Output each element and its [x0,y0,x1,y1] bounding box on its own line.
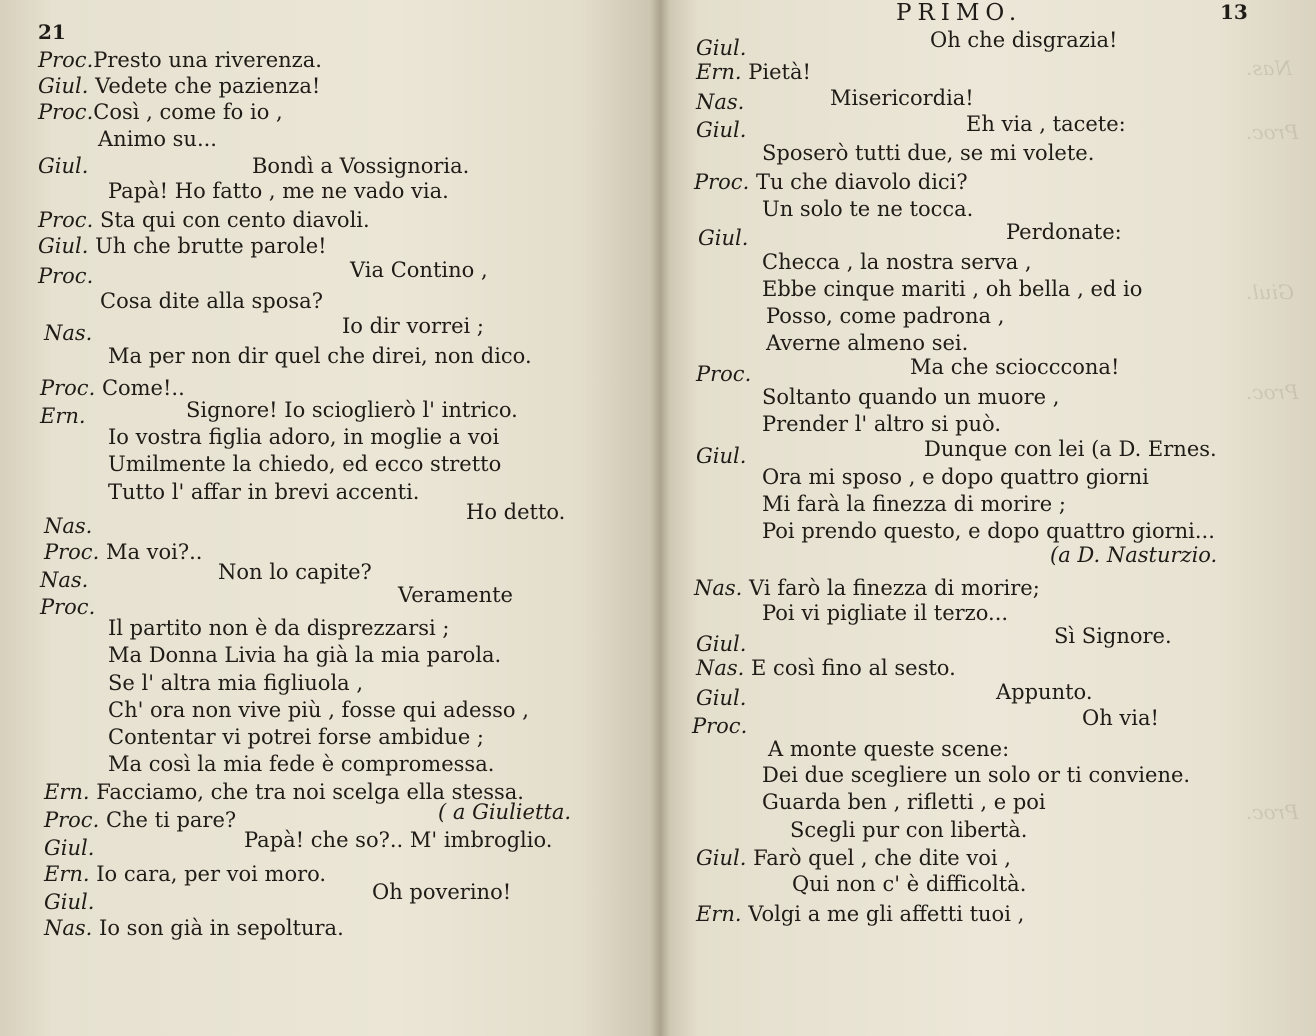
speaker-label: Ern. [696,60,742,84]
line [692,714,747,738]
dialogue-text: Tutto l' affar in brevi accenti. [108,480,420,504]
line [966,112,1126,136]
speaker-label: Ern. [40,404,86,428]
dialogue-text: Eh via , tacete: [966,112,1126,136]
line [762,385,1059,409]
dialogue-text: Oh che disgrazia! [930,28,1118,52]
dialogue-text: Io son già in sepoltura. [99,916,344,940]
dialogue-text: Via Contino , [350,258,488,282]
line [38,100,283,124]
line [766,304,1004,328]
line [108,698,529,722]
dialogue-text: Animo su... [98,127,217,151]
line [186,398,518,422]
line [696,902,1024,926]
line [44,836,94,860]
dialogue-text: Pietà! [748,60,811,84]
dialogue-text: Umilmente la chiedo, ed ecco stretto [108,452,502,476]
line [38,264,93,288]
dialogue-text: Appunto. [996,680,1093,704]
line [694,170,968,194]
speaker-label: Proc. [694,170,750,194]
speaker-label: Giul. [696,118,747,142]
line [1082,706,1159,730]
dialogue-text: Averne almeno sei. [766,331,969,355]
speaker-label: Proc. [38,208,94,232]
line [766,331,968,355]
line [910,355,1119,379]
line [100,289,323,313]
dialogue-text: Ch' ora non vive più , fosse qui adesso , [108,698,529,722]
left-page-number: 21 [38,20,66,44]
stage-direction: (a D. Nasturzio. [1050,543,1218,567]
dialogue-text: Misericordia! [830,86,974,110]
line [762,763,1190,787]
dialogue-text: Sì Signore. [1054,624,1172,648]
dialogue-text: Se l' altra mia figliuola , [108,671,364,695]
dialogue-text: Guarda ben , rifletti , e poi [762,790,1046,814]
line [350,258,488,282]
line [108,643,501,667]
line [44,808,236,832]
speaker-label: Ern. [44,862,90,886]
dialogue-text: Così , come fo io , [93,100,283,124]
dialogue-text: Cosa dite alla sposa? [100,289,323,313]
speaker-label: Nas. [696,90,745,114]
speaker-label: Giul. [696,632,747,656]
speaker-label: Ern. [696,902,742,926]
line [38,154,88,178]
line [698,226,748,250]
speaker-label: Proc. [44,540,100,564]
dialogue-text: Oh via! [1082,706,1159,730]
line [1006,220,1122,244]
line [466,500,565,524]
line [696,656,956,680]
dialogue-text: Dei due scegliere un solo or ti conviene. [762,763,1191,787]
line [108,480,419,504]
bleed-through: Proc. [1246,800,1299,824]
dialogue-text: Prender l' altro si può. [762,412,1001,436]
line [696,362,751,386]
right-page [660,0,1316,1036]
line [44,514,92,538]
dialogue-text: Checca , la nostra serva , [762,250,1032,274]
dialogue-text: Volgi a me gli affetti tuoi , [748,902,1025,926]
dialogue-text: Poi vi pigliate il terzo... [762,601,1009,625]
line [108,752,494,776]
line [790,818,1027,842]
line [924,437,1217,461]
speaker-label: Proc. [40,376,96,400]
line [696,632,746,656]
line [40,595,95,619]
line [762,277,1142,301]
line [996,680,1093,704]
line [696,60,811,84]
line [108,616,450,640]
line [1054,624,1172,648]
line [40,376,185,400]
speaker-label: Giul. [696,686,747,710]
line [768,737,1009,761]
bleed-through: Giul. [1246,280,1295,304]
line [252,154,469,178]
dialogue-text: Ma che sciocccona! [910,355,1120,379]
speaker-label: Giul. [696,444,747,468]
line [108,425,499,449]
line [108,344,532,368]
dialogue-text: Uh che brutte parole! [95,234,327,258]
line [218,560,372,584]
dialogue-text: Papà! che so?.. M' imbroglio. [244,828,553,852]
line [762,412,1001,436]
line [38,74,320,98]
line [792,872,1026,896]
dialogue-text: Perdonate: [1006,220,1122,244]
dialogue-text: Posso, come padrona , [766,304,1005,328]
speaker-label: Nas. [44,514,93,538]
line [398,583,513,607]
dialogue-text: Contentar vi potrei forse ambidue ; [108,725,485,749]
dialogue-text: Papà! Ho fatto , me ne vado via. [108,179,449,203]
line [44,321,92,345]
dialogue-text: Poi prendo questo, e dopo quattro giorni... [762,519,1215,543]
speaker-label: Nas. [694,576,743,600]
line [762,465,1149,489]
line [762,519,1215,543]
dialogue-text: Veramente [398,583,513,607]
speaker-label: Nas. [40,568,89,592]
speaker-label: Giul. [698,226,749,250]
dialogue-text: Sta qui con cento diavoli. [99,208,370,232]
speaker-label: Proc. [40,595,96,619]
dialogue-text: Soltanto quando un muore , [762,385,1060,409]
speaker-label: Nas. [44,321,93,345]
line [1050,543,1217,567]
speaker-label: Giul. [38,74,89,98]
line [38,208,370,232]
dialogue-text: Ebbe cinque mariti , oh bella , ed io [762,277,1143,301]
speaker-label: Proc. [38,48,94,72]
dialogue-text: Signore! Io scioglierò l' intrico. [186,398,518,422]
line [762,790,1046,814]
dialogue-text: Ma così la mia fede è compromessa. [108,752,495,776]
dialogue-text: Tu che diavolo dici? [755,170,968,194]
line [762,601,1008,625]
speaker-label: Proc. [38,264,94,288]
dialogue-text: Scegli pur con libertà. [790,818,1028,842]
bleed-through: Proc. [1246,380,1299,404]
dialogue-text: E così fino al sesto. [751,656,956,680]
line [762,250,1032,274]
dialogue-text: Ho detto. [466,500,566,524]
line [98,127,217,151]
line [44,890,94,914]
dialogue-text: Qui non c' è difficoltà. [792,872,1027,896]
line [40,568,88,592]
line [762,492,1066,516]
speaker-label: Giul. [38,234,89,258]
dialogue-text: Ma per non dir quel che direi, non dico. [108,344,532,368]
stage-direction: ( a Giulietta. [438,800,572,824]
dialogue-text: Ma voi?.. [105,540,203,564]
speaker-label: Proc. [38,100,94,124]
line [696,686,746,710]
line [762,141,1094,165]
line [40,404,86,428]
line [44,916,344,940]
bleed-through: Proc. [1246,120,1299,144]
dialogue-text: Presto una riverenza. [93,48,322,72]
line [372,880,511,904]
dialogue-text: Mi farà la finezza di morire ; [762,492,1066,516]
line [696,118,746,142]
dialogue-text: Un solo te ne tocca. [762,197,974,221]
line [108,452,501,476]
dialogue-text: Io vostra figlia adoro, in moglie a voi [108,425,500,449]
line [342,314,484,338]
dialogue-text: Io cara, per voi moro. [96,862,327,886]
speaker-label: Giul. [44,836,95,860]
line [108,725,484,749]
line [830,86,974,110]
speaker-label: Giul. [38,154,89,178]
dialogue-text: Bondì a Vossignoria. [252,154,470,178]
speaker-label: Giul. [696,846,747,870]
line [108,179,449,203]
speaker-label: Giul. [696,36,747,60]
dialogue-text: Che ti pare? [105,808,237,832]
line [762,197,973,221]
dialogue-text: Sposerò tutti due, se mi volete. [762,141,1095,165]
dialogue-text: Vi farò la finezza di morire; [749,576,1040,600]
speaker-label: Nas. [696,656,745,680]
speaker-label: Proc. [696,362,752,386]
line [438,800,571,824]
dialogue-text: Non lo capite? [218,560,372,584]
speaker-label: Nas. [44,916,93,940]
right-page-number: 13 [1220,0,1248,24]
dialogue-text: Io dir vorrei ; [342,314,484,338]
speaker-label: Ern. [44,780,90,804]
dialogue-text: Come!.. [101,376,185,400]
line [44,540,202,564]
dialogue-text: Il partito non è da disprezzarsi ; [108,616,450,640]
dialogue-text: Ma Donna Livia ha già la mia parola. [108,643,502,667]
dialogue-text: Oh poverino! [372,880,512,904]
line [696,36,746,60]
line [108,671,363,695]
speaker-label: Proc. [44,808,100,832]
dialogue-text: Dunque con lei (a D. Ernes. [924,437,1217,461]
line [696,90,744,114]
bleed-through: Nas. [1246,56,1293,80]
line [696,444,746,468]
speaker-label: Proc. [692,714,748,738]
dialogue-text: A monte queste scene: [768,737,1010,761]
line [244,828,552,852]
running-head: PRIMO. [896,0,1023,26]
line [696,846,1011,870]
line [930,28,1117,52]
dialogue-text: Farò quel , che dite voi , [753,846,1011,870]
dialogue-text: Ora mi sposo , e dopo quattro giorni [762,465,1149,489]
line [44,862,326,886]
speaker-label: Giul. [44,890,95,914]
book-gutter [650,0,670,1036]
line [38,48,322,72]
dialogue-text: Facciamo, che tra noi scelga ella stessa. [96,780,524,804]
dialogue-text: Vedete che pazienza! [95,74,321,98]
line [694,576,1040,600]
line [38,234,327,258]
